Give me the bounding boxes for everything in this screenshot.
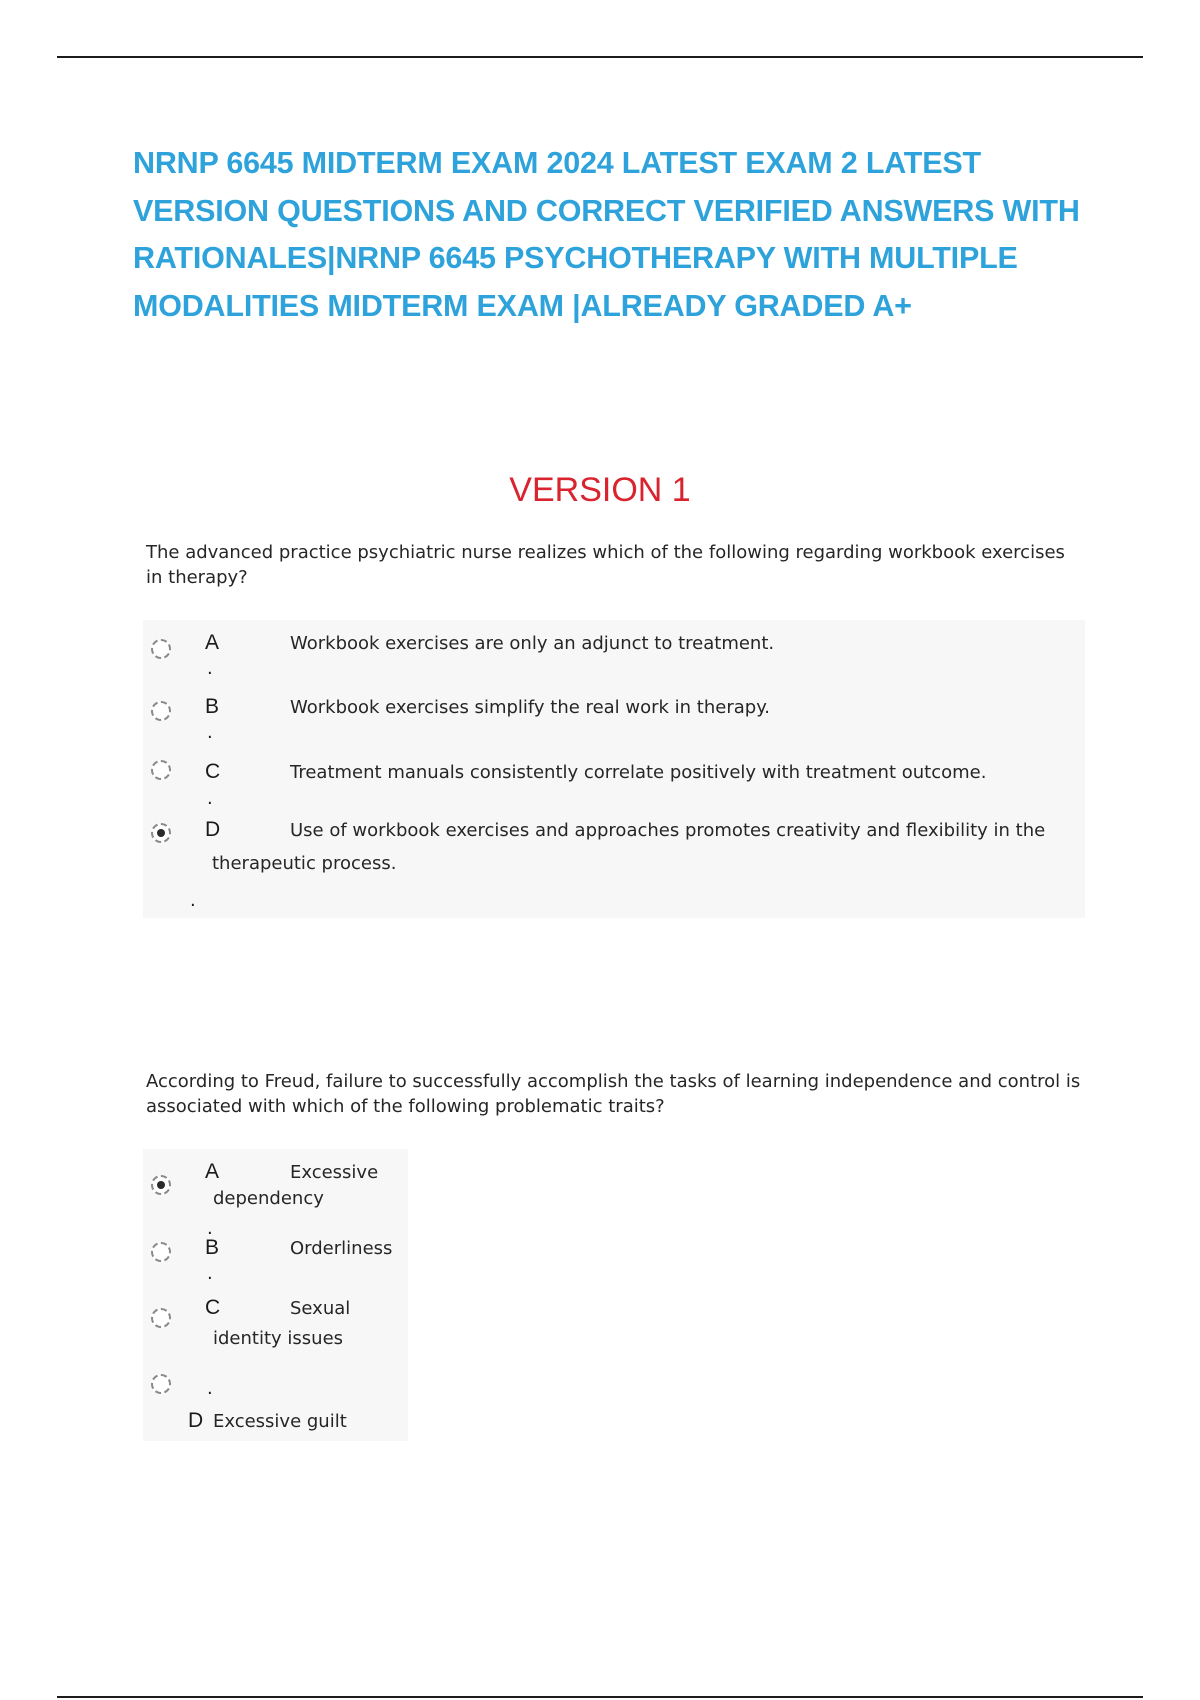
option-letter: C [205, 1296, 221, 1319]
radio-q2-c[interactable] [151, 1308, 171, 1328]
option-text-continued: identity issues [213, 1328, 344, 1349]
option-text: Sexual [290, 1298, 351, 1319]
bottom-rule [57, 1696, 1143, 1698]
option-text-continued: therapeutic process. [212, 853, 397, 874]
question-1-options [143, 620, 1085, 918]
option-letter: A [205, 631, 220, 654]
option-dot: . [190, 890, 196, 911]
option-dot: . [207, 1378, 213, 1399]
question-2-options [143, 1149, 408, 1441]
title-line: VERSION QUESTIONS AND CORRECT VERIFIED ANSWERS WITH [133, 193, 1080, 228]
option-letter: B [205, 695, 220, 718]
question-1-text: The advanced practice psychiatric nurse realizes which of the following regarding workbook exercises in therapy? [146, 542, 1065, 588]
option-text: Use of workbook exercises and approaches promotes creativity and flexibility in the [290, 820, 1046, 841]
option-letter: D [188, 1409, 204, 1432]
option-letter: A [205, 1160, 220, 1183]
title-line: MODALITIES MIDTERM EXAM |ALREADY GRADED A+ [133, 288, 912, 323]
option-text: Excessive [290, 1162, 379, 1183]
title-line: RATIONALES|NRNP 6645 PSYCHOTHERAPY WITH MULTIPLE [133, 241, 1018, 275]
option-letter: B [205, 1236, 220, 1259]
option-dot: . [207, 1218, 213, 1239]
option-dot: . [207, 788, 213, 809]
document-title [133, 140, 1093, 330]
radio-q2-a[interactable] [151, 1175, 171, 1195]
radio-q2-b[interactable] [151, 1242, 171, 1262]
option-text: Treatment manuals consistently correlate positively with treatment outcome. [290, 762, 987, 783]
option-text: Excessive guilt [213, 1411, 347, 1432]
option-text: Orderliness [290, 1238, 393, 1259]
radio-q2-d[interactable] [151, 1374, 171, 1394]
option-text-continued: dependency [213, 1188, 324, 1209]
radio-q1-a[interactable] [151, 639, 171, 659]
option-dot: . [207, 722, 213, 743]
option-text: Workbook exercises simplify the real work in therapy. [290, 697, 771, 718]
radio-q1-b[interactable] [151, 701, 171, 721]
radio-q1-d[interactable] [151, 823, 171, 843]
option-text: Workbook exercises are only an adjunct to treatment. [290, 633, 775, 654]
option-letter: D [205, 818, 221, 841]
top-rule [57, 56, 1143, 58]
option-dot: . [207, 658, 213, 679]
option-dot: . [207, 1263, 213, 1284]
version-label: VERSION 1 [509, 471, 691, 509]
title-line: NRNP 6645 MIDTERM EXAM 2024 LATEST EXAM 2 LATEST [133, 146, 981, 180]
option-letter: C [205, 760, 221, 783]
radio-q1-c[interactable] [151, 760, 171, 780]
question-2-text: According to Freud, failure to successfully accomplish the tasks of learning independence and control is associated with which of the following problematic traits? [146, 1071, 1081, 1117]
